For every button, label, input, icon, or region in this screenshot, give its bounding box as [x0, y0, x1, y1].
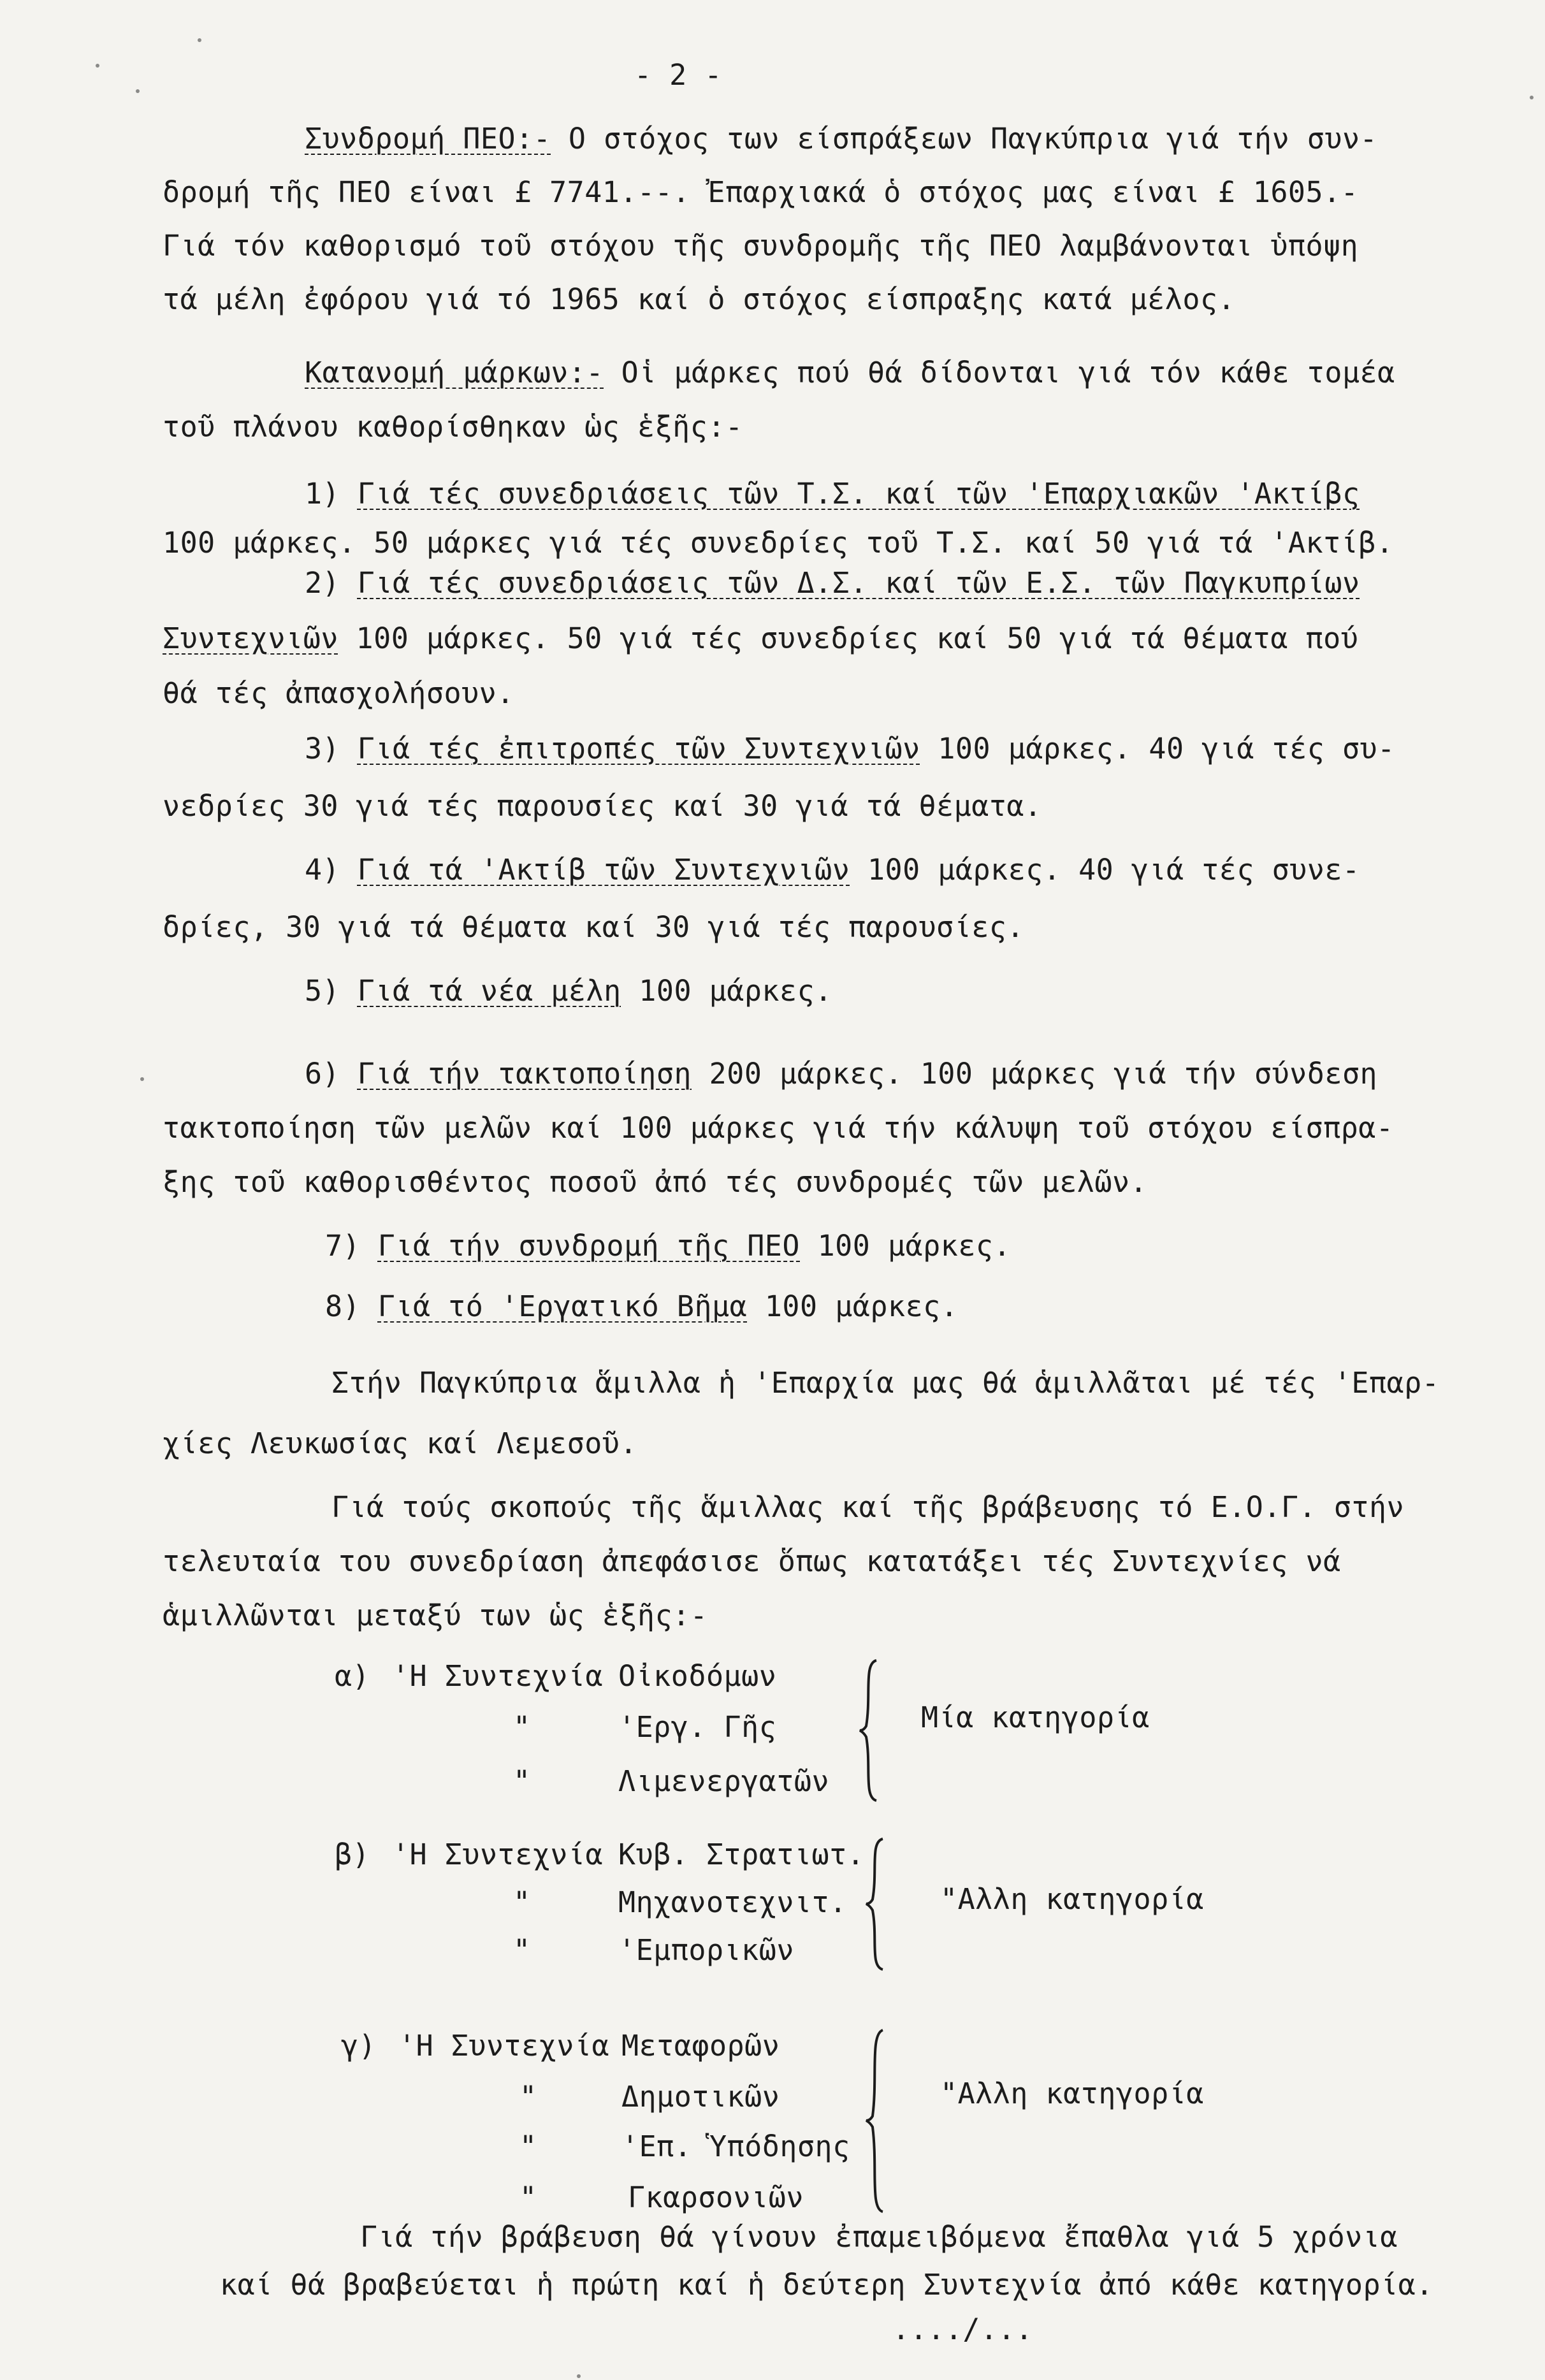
marks-first-line [305, 354, 1395, 392]
continuation-mark: ..../... [892, 2312, 1033, 2346]
subscription-line-2: δρομή τῆς ΠΕΟ είναι £ 7741.--. Ἐπαρχιακά ὁ στόχος μας είναι £ 1605.- [163, 175, 1359, 209]
marks-line-1: Οἱ μάρκες πού θά δίδονται γιά τόν κάθε τομέα [621, 356, 1395, 389]
closing-line-2: καί θά βραβεύεται ἡ πρώτη καί ἡ δεύτερη Συντεχνία ἀπό κάθε κατηγορία. [220, 2268, 1433, 2302]
item-label: Γιά τές συνεδριάσεις τῶν Τ.Σ. καί τῶν 'Επαρχιακῶν 'Ακτίβς [357, 477, 1360, 511]
award-line-2: τελευταία του συνεδρίαση ἀπεφάσισε ὅπως κατατάξει τές Συντεχνίες νά [163, 1544, 1341, 1578]
scan-speck [577, 2374, 581, 2378]
scan-speck [198, 38, 201, 42]
item-label: Γιά τές συνεδριάσεις τῶν Δ.Σ. καί τῶν Ε.Σ. τῶν Παγκυπρίων [357, 566, 1360, 600]
item-continuation: 100 μάρκες. 50 μάρκες γιά τές συνεδρίες τοῦ Τ.Σ. καί 50 γιά τά 'Ακτίβ. [163, 526, 1394, 560]
item-number: 6) [305, 1057, 340, 1091]
item-continuation [163, 620, 1358, 658]
group-brace [864, 1836, 889, 1973]
list-item [305, 730, 1395, 768]
closing-line-1: Γιά τήν βράβευση θά γίνουν ἐπαμειβόμενα ἔπαθλα γιά 5 χρόνια [360, 2220, 1398, 2254]
item-continuation: νεδρίες 30 γιά τές παρουσίες καί 30 γιά τά θέματα. [163, 789, 1042, 823]
item-text: 100 μάρκες. 40 γιά τές συ- [938, 732, 1395, 766]
group-label: β) [335, 1838, 370, 1871]
list-item [305, 475, 1360, 513]
union-name: Μεταφορῶν [621, 2029, 780, 2063]
item-text: 100 μάρκες. [764, 1289, 959, 1323]
item-number: 7) [325, 1229, 361, 1263]
award-line-3: ἁμιλλῶνται μεταξύ των ὡς ἑξῆς:- [163, 1599, 708, 1632]
list-item [325, 1288, 958, 1326]
item-number: 8) [325, 1289, 361, 1323]
union-name: 'Επ. Ὑπόδησης [621, 2130, 850, 2163]
scan-speck [96, 64, 99, 68]
item-text: 100 μάρκες. 40 γιά τές συνε- [867, 853, 1360, 887]
scan-speck [140, 1077, 144, 1081]
list-item [325, 1227, 1011, 1265]
group-label: γ) [341, 2029, 377, 2063]
item-text: 100 μάρκες. 50 γιά τές συνεδρίες καί 50 γιά τά θέματα πού [356, 621, 1359, 655]
award-line-1: Γιά τούς σκοπούς τῆς ἅμιλλας καί τῆς βράβευσης τό Ε.Ο.Γ. στήν [331, 1490, 1405, 1524]
scan-speck [1530, 96, 1534, 99]
union-name: Δημοτικῶν [621, 2080, 780, 2114]
item-label: Γιά τό 'Εργατικό Βῆμα [377, 1289, 748, 1323]
item-label: Συντεχνιῶν [163, 621, 338, 655]
item-number: 4) [305, 853, 340, 887]
list-item [305, 851, 1360, 889]
ditto-mark: " [513, 1885, 531, 1919]
ditto-mark: " [513, 1710, 531, 1744]
ditto-mark: " [519, 2130, 537, 2163]
item-number: 2) [305, 566, 340, 600]
item-continuation: τακτοποίηση τῶν μελῶν καί 100 μάρκες γιά τήν κάλυψη τοῦ στόχου είσπρα- [163, 1111, 1394, 1145]
group-brace [864, 2027, 889, 2215]
item-text: 100 μάρκες. [639, 974, 832, 1008]
ditto-mark: " [513, 1764, 531, 1798]
union-name: Λιμενεργατῶν [618, 1764, 830, 1798]
item-text: 200 μάρκες. 100 μάρκες γιά τήν σύνδεση [709, 1057, 1378, 1091]
ditto-mark: " [519, 2180, 537, 2214]
group-brace [857, 1657, 883, 1804]
competition-line-2: χίες Λευκωσίας καί Λεμεσοῦ. [163, 1426, 637, 1460]
page-number: - 2 - [634, 58, 722, 92]
union-prefix: 'Η Συντεχνία [392, 1838, 604, 1871]
item-label: Γιά τά 'Ακτίβ τῶν Συντεχνιῶν [357, 853, 850, 887]
union-name: Κυβ. Στρατιωτ. [618, 1838, 865, 1871]
item-number: 5) [305, 974, 340, 1008]
item-number: 3) [305, 732, 340, 766]
category-label: "Αλλη κατηγορία [940, 1882, 1204, 1916]
subscription-line-1: Ο στόχος των είσπράξεων Παγκύπρια γιά τήν συν- [568, 122, 1378, 156]
item-label: Γιά τές ἐπιτροπές τῶν Συντεχνιῶν [357, 732, 920, 766]
item-number: 1) [305, 477, 340, 511]
union-name: Οἰκοδόμων [618, 1659, 777, 1693]
item-continuation: δρίες, 30 γιά τά θέματα καί 30 γιά τές παρουσίες. [163, 910, 1025, 944]
subscription-line-3: Γιά τόν καθορισμό τοῦ στόχου τῆς συνδρομῆς τῆς ΠΕΟ λαμβάνονται ὑπόψη [163, 229, 1359, 263]
list-item [305, 1055, 1377, 1093]
group-label: α) [335, 1659, 370, 1693]
marks-line-2: τοῦ πλάνου καθορίσθηκαν ὡς ἑξῆς:- [163, 410, 743, 444]
union-name: 'Εργ. Γῆς [618, 1710, 777, 1744]
ditto-mark: " [519, 2080, 537, 2114]
item-continuation: ξης τοῦ καθορισθέντος ποσοῦ ἀπό τές συνδρομές τῶν μελῶν. [163, 1165, 1148, 1199]
union-name: Γκαρσονιῶν [628, 2180, 804, 2214]
scan-speck [136, 89, 140, 93]
item-label: Γιά τά νέα μέλη [357, 974, 621, 1008]
item-text: 100 μάρκες. [817, 1229, 1012, 1263]
subscription-line-4: τά μέλη ἐφόρου γιά τό 1965 καί ὁ στόχος είσπραξης κατά μέλος. [163, 282, 1236, 316]
ditto-mark: " [513, 1933, 531, 1967]
item-label: Γιά τήν συνδρομή τῆς ΠΕΟ [377, 1229, 800, 1263]
item-continuation: θά τές ἀπασχολήσουν. [163, 676, 514, 710]
union-prefix: 'Η Συντεχνία [398, 2029, 610, 2063]
subscription-first-line [305, 120, 1377, 158]
category-label: "Αλλη κατηγορία [940, 2077, 1204, 2110]
union-prefix: 'Η Συντεχνία [392, 1659, 604, 1693]
list-item [305, 564, 1360, 602]
list-item [305, 972, 832, 1010]
marks-heading: Κατανομή μάρκων:- [305, 356, 604, 389]
subscription-heading: Συνδρομή ΠΕΟ:- [305, 122, 551, 156]
union-name: 'Εμπορικῶν [618, 1933, 794, 1967]
category-label: Μία κατηγορία [921, 1701, 1150, 1734]
item-label: Γιά τήν τακτοποίηση [357, 1057, 692, 1091]
competition-line-1: Στήν Παγκύπρια ἅμιλλα ἡ 'Επαρχία μας θά ἁμιλλᾶται μέ τές 'Επαρ- [331, 1366, 1440, 1400]
union-name: Μηχανοτεχνιτ. [618, 1885, 847, 1919]
